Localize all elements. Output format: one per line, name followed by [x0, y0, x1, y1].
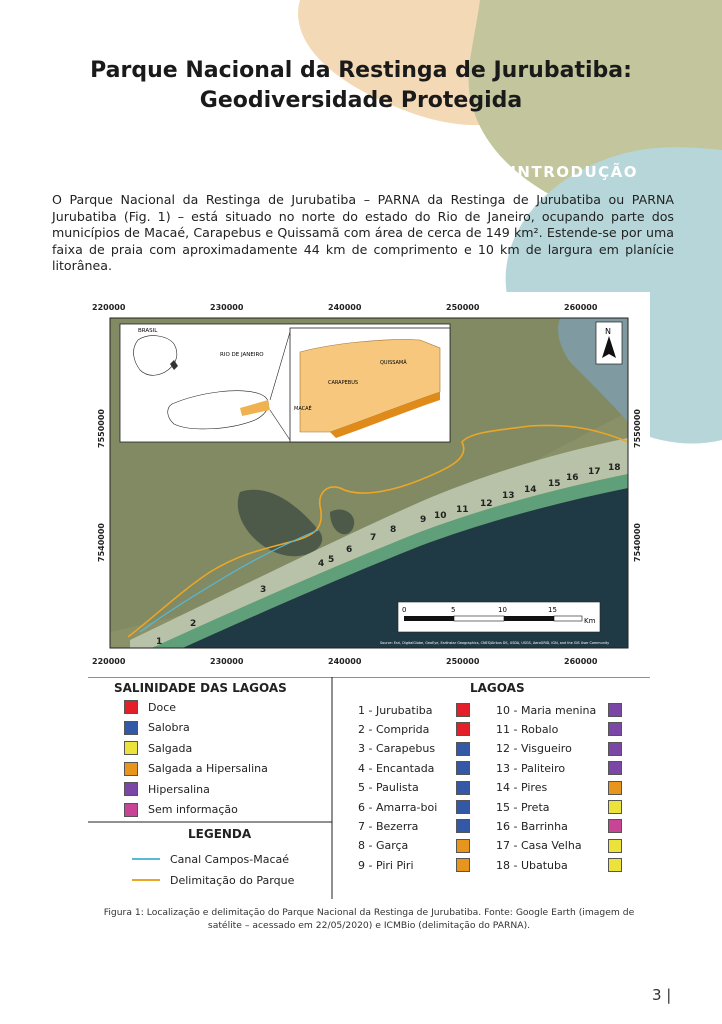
lagoa-item: [358, 858, 414, 872]
lagoon-number: 13: [502, 491, 515, 501]
lagoa-item-label: 8 - Garça: [358, 839, 409, 853]
inset-label-rio: RIO DE JANEIRO: [220, 352, 264, 358]
salinity-title: SALINIDADE DAS LAGOAS: [114, 681, 287, 695]
x-tick-bottom-3: 240000: [328, 657, 362, 666]
lagoa-item-label: 17 - Casa Velha: [496, 839, 582, 853]
x-tick-top-1: 220000: [92, 303, 126, 312]
page-title: [0, 56, 722, 116]
lagoon-number: 5: [328, 555, 335, 565]
lagoa-item: [496, 800, 550, 814]
salinity-item-label: Sem informação: [148, 803, 238, 816]
legend-item-swatch: [132, 858, 160, 860]
legend-item-label: Canal Campos-Macaé: [170, 852, 290, 866]
map-graphic: [90, 292, 650, 676]
lagoas-title: LAGOAS: [470, 681, 525, 695]
lagoa-item-swatch: [608, 839, 622, 853]
lagoa-item-swatch: [608, 742, 622, 756]
lagoa-item-label: 9 - Piri Piri: [358, 858, 414, 872]
salinity-item-label: Salobra: [148, 721, 190, 734]
y-tick-left-2: 7540000: [97, 523, 106, 562]
lagoa-item-swatch: [608, 819, 622, 833]
lagoa-item-label: 5 - Paulista: [358, 781, 419, 795]
x-tick-top-3: 240000: [328, 303, 362, 312]
lagoon-number: 6: [346, 545, 353, 555]
lagoon-number: 11: [456, 505, 469, 515]
salinity-item-swatch: [124, 803, 138, 817]
lagoa-item-swatch: [456, 800, 470, 814]
intro-paragraph: O Parque Nacional da Restinga de Jurubatiba – PARNA da Restinga de Jurubatiba ou PARNA Jurubatiba (Fig. 1) – está situado no norte do estado do Rio de Janeiro, ocupando parte dos municípios de Macaé, Carapebus e Quissamã com área de cerca de 149 km². Estende-se por uma faixa de praia com aproximadamente 44 km de comprimento e 10 km de largura em planície litorânea.: [52, 192, 674, 273]
lagoa-item-swatch: [456, 722, 470, 736]
lagoon-number: 9: [420, 515, 427, 525]
lagoon-number: 7: [370, 533, 377, 543]
salinity-item: [124, 762, 268, 776]
salinity-item: [124, 803, 238, 817]
salinity-item-swatch: [124, 762, 138, 776]
lagoon-number: 12: [480, 499, 493, 509]
lagoa-item-label: 6 - Amarra-boi: [358, 800, 438, 814]
lagoa-item-swatch: [456, 819, 470, 833]
salinity-item-swatch: [124, 700, 138, 714]
lagoa-item-label: 12 - Visgueiro: [496, 742, 572, 756]
north-arrow-icon: [596, 322, 622, 364]
lagoa-item-swatch: [456, 781, 470, 795]
lagoa-item: [496, 703, 596, 717]
title-line-1: Parque Nacional da Restinga de Jurubatiba:: [90, 58, 632, 83]
lagoon-number: 2: [190, 619, 197, 629]
legend-item-swatch: [132, 879, 160, 881]
legend-item-label: Delimitação do Parque: [170, 873, 295, 887]
lagoa-item-swatch: [608, 722, 622, 736]
svg-text:Km: Km: [584, 617, 596, 625]
lagoa-item-label: 7 - Bezerra: [358, 819, 419, 833]
lagoa-item: [496, 722, 558, 736]
lagoa-item: [496, 858, 568, 872]
lagoa-item-swatch: [608, 761, 622, 775]
salinity-item-swatch: [124, 721, 138, 735]
salinity-item: [124, 782, 210, 796]
salinity-item: [124, 700, 176, 714]
lagoa-item-swatch: [456, 761, 470, 775]
salinity-item-label: Salgada a Hipersalina: [148, 762, 268, 775]
lagoa-item: [358, 722, 429, 736]
lagoa-item-swatch: [608, 781, 622, 795]
x-tick-bottom-2: 230000: [210, 657, 244, 666]
lagoon-number: 8: [390, 525, 397, 535]
x-tick-bottom-4: 250000: [446, 657, 480, 666]
salinity-item-label: Doce: [148, 700, 177, 714]
legend-title: LEGENDA: [188, 827, 252, 841]
lagoa-item: [358, 703, 433, 717]
lagoon-number: 14: [524, 485, 537, 495]
lagoa-item: [496, 742, 572, 756]
map-figure: [90, 292, 650, 676]
salinity-item-swatch: [124, 782, 138, 796]
salinity-item: [124, 741, 192, 755]
x-tick-bottom-5: 260000: [564, 657, 598, 666]
lagoa-item: [358, 819, 418, 833]
lagoon-number: 18: [608, 463, 621, 473]
salinity-item-label: Salgada: [148, 741, 193, 755]
lagoa-item: [496, 819, 568, 833]
scale-bar: [398, 602, 600, 632]
lagoa-item-swatch: [456, 742, 470, 756]
lagoa-item-label: 1 - Jurubatiba: [358, 703, 433, 717]
lagoa-item-swatch: [456, 858, 470, 872]
lagoa-item-label: 4 - Encantada: [358, 761, 435, 775]
lagoa-item-label: 11 - Robalo: [496, 722, 559, 736]
page-number: 3 |: [652, 986, 672, 1004]
legend-item: [132, 873, 294, 887]
lagoon-number: 10: [434, 511, 447, 521]
lagoa-item: [358, 781, 419, 795]
lagoa-item: [496, 839, 582, 853]
svg-text:15: 15: [548, 606, 557, 614]
y-tick-right-2: 7540000: [633, 523, 642, 562]
inset-label-carapebus: CARAPEBUS: [328, 380, 359, 386]
y-tick-left-1: 7550000: [97, 409, 106, 448]
lagoa-item: [496, 781, 547, 795]
lagoa-item: [358, 839, 408, 853]
lagoon-number: 4: [318, 559, 325, 569]
salinity-item-swatch: [124, 741, 138, 755]
lagoa-item-label: 15 - Preta: [496, 800, 550, 814]
svg-text:N: N: [605, 327, 611, 336]
y-tick-right-1: 7550000: [633, 409, 642, 448]
lagoon-number: 16: [566, 473, 579, 483]
lagoon-number: 3: [260, 585, 267, 595]
x-tick-top-2: 230000: [210, 303, 244, 312]
svg-text:5: 5: [451, 606, 456, 614]
svg-text:10: 10: [498, 606, 507, 614]
lagoa-item: [358, 800, 437, 814]
lagoa-item: [358, 742, 435, 756]
x-tick-top-4: 250000: [446, 303, 480, 312]
legend-item: [132, 852, 289, 866]
lagoa-item-label: 10 - Maria menina: [496, 703, 597, 717]
x-tick-bottom-1: 220000: [92, 657, 126, 666]
lagoa-item-label: 18 - Ubatuba: [496, 858, 568, 872]
lagoon-number: 15: [548, 479, 561, 489]
inset-label-macae: MACAÉ: [294, 406, 312, 412]
lagoa-item: [358, 761, 434, 775]
inset-label-quissama: QUISSAMÃ: [380, 360, 407, 366]
svg-text:0: 0: [402, 606, 407, 614]
figure-caption: Figura 1: Localização e delimitação do Parque Nacional da Restinga de Jurubatiba. Fonte: Google Earth (imagem de satélite – acessado em 22/05/2020) e ICMBio (delimitação do PARNA).: [103, 907, 635, 931]
title-line-2: Geodiversidade Protegida: [199, 88, 523, 113]
lagoon-number: 17: [588, 467, 601, 477]
lagoa-item-label: 13 - Paliteiro: [496, 761, 566, 775]
lagoa-item-swatch: [608, 703, 622, 717]
lagoa-item-label: 16 - Barrinha: [496, 819, 568, 833]
lagoon-number: 1: [156, 637, 163, 647]
lagoa-item-label: 14 - Pires: [496, 781, 548, 795]
inset-label-brasil: BRASIL: [138, 328, 158, 334]
inset-map: [120, 324, 450, 442]
lagoa-item-label: 3 - Carapebus: [358, 742, 436, 756]
lagoa-item-swatch: [608, 800, 622, 814]
section-heading: INTRODUÇÃO: [510, 163, 638, 181]
lagoa-item-swatch: [456, 839, 470, 853]
x-tick-top-5: 260000: [564, 303, 598, 312]
lagoa-item-swatch: [608, 858, 622, 872]
lagoa-item-swatch: [456, 703, 470, 717]
map-attribution: Source: Esri, DigitalGlobe, GeoEye, Earthstar Geographics, CNES/Airbus DS, USDA, USGS, AeroGRID, IGN, and the GIS User Community: [380, 641, 610, 645]
salinity-item: [124, 721, 190, 735]
lagoa-item: [496, 761, 565, 775]
lagoa-item-label: 2 - Comprida: [358, 722, 430, 736]
figure-legend: [88, 677, 650, 899]
salinity-item-label: Hipersalina: [148, 782, 210, 796]
